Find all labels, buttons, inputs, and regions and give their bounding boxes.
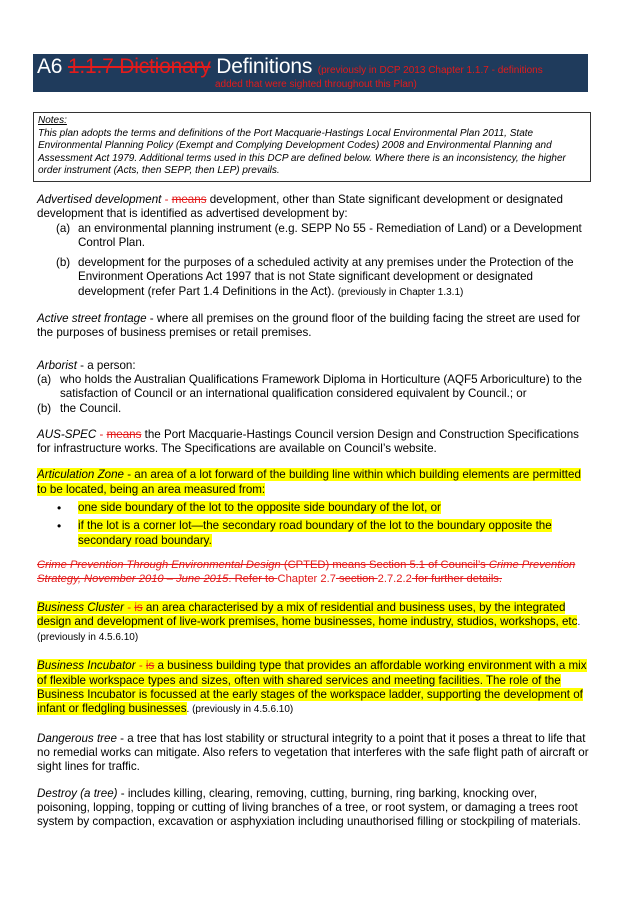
list-item-text: the Council.: [60, 401, 122, 415]
definition-sublist: [37, 373, 589, 416]
definition-dangerous-tree: [37, 732, 589, 775]
definition-business-cluster: [37, 601, 589, 646]
definition-bullets: [37, 501, 589, 548]
notes-text: This plan adopts the terms and definitions of the Port Macquarie-Hastings Local Environmental Plan 2011, State Environmental Planning Policy (Exempt and Complying Development Codes) 2008 and Environmental Planning and Assessment Act 1979. Additional terms used in this DCP are defined below. Where there is an inconsistency, the higher order instrument (Acts, then SEPP, then LEP) prevails.: [38, 127, 566, 177]
cpted-chapter-ref: Chapter 2.7: [277, 573, 336, 586]
definition-term: Business Cluster: [37, 600, 124, 614]
definition-term: Crime Prevention Through Environmental Design: [37, 558, 281, 571]
list-item: [37, 402, 589, 416]
definition-term: Articulation Zone: [37, 468, 124, 482]
struck-word: means: [171, 193, 207, 206]
list-marker: (b): [37, 401, 52, 415]
definition-cpted: [37, 558, 589, 587]
struck-word: is: [134, 600, 143, 614]
list-item: [37, 519, 589, 548]
definition-advertised-development: [37, 193, 589, 300]
definition-text: - includes killing, clearing, removing, cutting, burning, ring barking, knocking over, poisoning, lopping, topping or cutting of living branches of a tree, or root system, or damaging a trees root system by compaction, excavation or asphyxiation including unauthorised filling or stockpiling of materials.: [37, 786, 581, 829]
definition-text: - a tree that has lost stability or structural integrity to a point that it poses a threat to life that no remedial works can mitigate. Also refers to vegetation that interferes with the safe flight path of aircraft or sight lines for traffic.: [37, 731, 589, 774]
definitions-list: [37, 193, 589, 841]
list-item: [37, 373, 589, 402]
definition-text: a business building type that provides an affordable working environment with a mix of flexible workspace types and sizes, often with shared services and meeting facilities. The role of the Business Incubator is focussed at the early stages of the workspace ladder, supporting the development of infant or fledgling businesses: [37, 659, 587, 716]
title-note-line1: (previously in DCP 2013 Chapter 1.1.7 - definitions: [317, 65, 543, 76]
list-item: [37, 501, 589, 515]
list-item-text: an environmental planning instrument (e.g. SEPP No 55 - Remediation of Land) or a Development Control Plan.: [78, 221, 582, 249]
list-item-text: who holds the Australian Qualifications Framework Diploma in Horticulture (AQF5 Arboriculture) to the satisfaction of Council or an international qualification considered equivalent by Council.; or: [60, 372, 582, 401]
cpted-strategy-title: Crime Prevention Strategy, November 2010 – June 2015: [37, 558, 576, 586]
list-item: [37, 222, 589, 251]
title-main-text: Definitions: [216, 55, 313, 78]
notes-heading: Notes:: [38, 115, 67, 126]
definition-dash: -: [135, 659, 146, 673]
definition-text: - where all premises on the ground floor of the building facing the street are used for the purposes of business premises or retail premises.: [37, 312, 581, 340]
title-struck-text: 1.1.7 Dictionary: [67, 55, 211, 78]
definition-dash: -: [161, 193, 172, 206]
definition-term: Business Incubator: [37, 659, 136, 673]
bullet-marker: •: [57, 501, 62, 516]
definition-term: Arborist: [37, 358, 77, 372]
definition-aus-spec: [37, 428, 589, 457]
struck-word: means: [106, 427, 142, 441]
list-item-text: one side boundary of the lot to the opposite side boundary of the lot, or: [78, 501, 441, 515]
list-marker: (b): [56, 256, 71, 270]
definition-sublist: [37, 222, 589, 300]
definition-text: the Port Macquarie-Hastings Council version Design and Construction Specifications for infrastructure works. The Specifications are available on Council’s website.: [37, 427, 579, 456]
definition-term: Advertised development: [37, 193, 162, 206]
definition-text: - an area of a lot forward of the building line within which building elements are permitted to be located, being an area measured from:: [37, 468, 581, 496]
section-title: [37, 55, 543, 79]
bullet-marker: •: [57, 519, 62, 534]
title-note-line2: added that were sighted throughout this Plan): [215, 79, 417, 90]
list-item-text: development for the purposes of a scheduled activity at any premises under the Protection of the Environment Operations Act 1997 that is not State significant development or designated development (refer Part 1.4 Definitions in the Act).: [78, 256, 574, 298]
definition-dash: -: [96, 427, 107, 441]
previous-reference: . (previously in 4.5.6.10): [186, 704, 294, 716]
definition-active-street-frontage: [37, 312, 589, 341]
definition-term: Destroy (a tree): [37, 786, 118, 800]
list-marker: (a): [37, 372, 52, 386]
definition-text: - a person:: [76, 358, 136, 372]
list-item: [37, 256, 589, 300]
cpted-text-1: (CPTED) means Section 5.1 of Council’s: [280, 558, 489, 571]
cpted-text-2: . Refer to: [228, 573, 278, 586]
list-marker: (a): [56, 221, 71, 235]
definition-dash: -: [124, 600, 135, 614]
definition-text: an area characterised by a mix of residential and business uses, by the integrated design and development of live-work premises, home businesses, home industry, studios, workshops, etc: [37, 600, 578, 628]
definition-term: AUS-SPEC: [37, 427, 97, 441]
notes-box: [33, 112, 591, 182]
definition-business-incubator: [37, 659, 589, 717]
cpted-section-ref: 2.7.2.2: [377, 573, 412, 586]
definition-destroy-tree: [37, 787, 589, 830]
cpted-text-3: section: [335, 573, 378, 586]
definition-articulation-zone: [37, 468, 589, 547]
title-prefix: A6: [37, 55, 63, 78]
previous-reference: (previously in Chapter 1.3.1): [337, 286, 464, 298]
section-title-bar: [33, 54, 588, 92]
list-item-text: if the lot is a corner lot—the secondary road boundary of the lot to the boundary opposite the secondary road boundary.: [78, 519, 552, 547]
definition-arborist: [37, 359, 589, 416]
previous-reference: . (previously in 4.5.6.10): [37, 616, 581, 644]
definition-text: development, other than State significant development or designated development that is identified as advertised development by:: [37, 193, 563, 221]
struck-word: is: [145, 659, 155, 673]
definition-term: Active street frontage: [37, 312, 147, 326]
definition-term: Dangerous tree: [37, 731, 117, 745]
cpted-text-4: for further details.: [411, 573, 503, 586]
